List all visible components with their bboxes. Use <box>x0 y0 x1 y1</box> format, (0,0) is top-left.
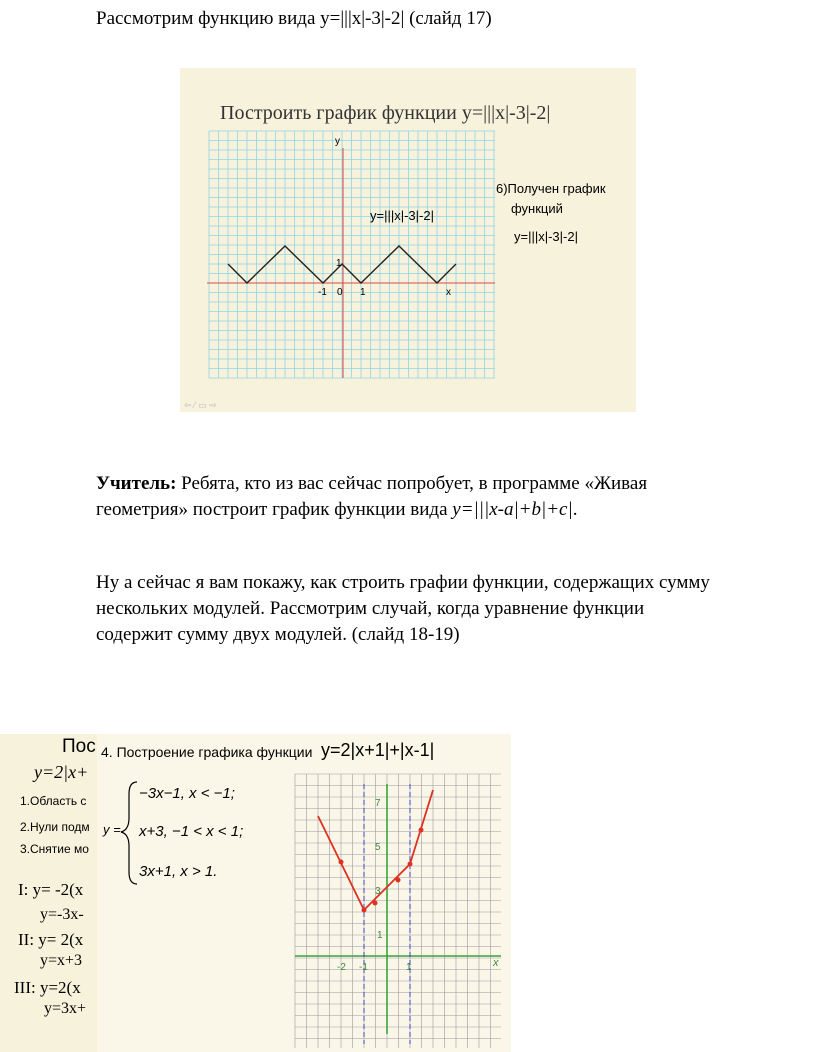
point-d <box>396 878 401 883</box>
axis-x-label: x <box>446 287 451 298</box>
system-piece-3: 3x+1, x > 1. <box>139 863 218 880</box>
case-1: I: y= -2(x <box>18 880 84 899</box>
slide-19-grid <box>295 774 501 1048</box>
teacher-text-2a: геометрия» построит график функции вида <box>96 499 453 520</box>
note-line-1: 6)Получен график <box>496 181 606 196</box>
slide-17-graph <box>180 68 636 412</box>
tick-one-y: 1 <box>336 258 342 269</box>
teacher-paragraph <box>96 471 647 497</box>
back-formula: y=2|x+ <box>34 762 89 782</box>
tick-3: 3 <box>375 886 381 897</box>
teacher-paragraph-line2 <box>96 497 577 523</box>
tick-7: 7 <box>375 798 381 809</box>
point-f <box>419 828 424 833</box>
tick-minus-1: -1 <box>359 962 368 973</box>
back-item-2: 2.Нули подм <box>20 820 90 834</box>
axis-y-label: y <box>335 136 340 147</box>
slide-17-grid <box>209 131 495 378</box>
point-b <box>362 908 367 913</box>
back-item-3: 3.Снятие мо <box>20 842 89 856</box>
case-3-result: y=3x+ <box>44 1000 87 1017</box>
tick-1: 1 <box>377 930 383 941</box>
tick-minus-one: -1 <box>318 287 327 298</box>
point-c <box>373 901 378 906</box>
tick-zero: 0 <box>337 287 343 298</box>
nav-icons: ⇦ ⁄ ▭ ⇨ <box>184 400 217 410</box>
case-1-result: y=-3x- <box>40 906 84 923</box>
point-e <box>408 862 413 867</box>
back-title: Пос <box>62 736 96 757</box>
teacher-text-2b: . <box>572 499 578 520</box>
note-line-2: функций <box>511 201 563 216</box>
tick-5: 5 <box>375 842 381 853</box>
note-formula: y=|||x|-3|-2| <box>514 229 578 244</box>
para2-line1: Ну а сейчас я вам покажу, как строить графии функции, содержащих сумму <box>96 572 710 593</box>
slide-17 <box>180 68 636 412</box>
point-a <box>339 860 344 865</box>
system-brace <box>121 782 137 884</box>
tick-x-1: 1 <box>406 962 412 973</box>
front-title: 4. Построение графика функции <box>101 744 313 760</box>
graph-label: y=|||x|-3|-2| <box>370 208 434 223</box>
slide-19-front <box>97 734 511 1052</box>
para2-line3: содержит сумму двух модулей. (слайд 18-19) <box>96 624 460 645</box>
slide-17-title: Построить график функции y=|||x|-3|-2| <box>220 102 551 124</box>
front-formula: y=2|x+1|+|x-1| <box>321 740 435 760</box>
teacher-text-1: Ребята, кто из вас сейчас попробует, в программе «Живая <box>176 473 648 494</box>
slide-19-graph <box>97 734 511 1052</box>
case-2-result: y=x+3 <box>40 952 83 969</box>
system-piece-2: x+3, −1 < x < 1; <box>139 823 244 840</box>
system-piece-1: −3x−1, x < −1; <box>139 785 235 802</box>
system-y-prefix: y = <box>103 822 121 837</box>
tick-one-x: 1 <box>360 287 366 298</box>
back-item-1: 1.Область с <box>20 794 87 808</box>
axis-x-label: x <box>493 957 499 969</box>
para2-line2: нескольких модулей. Рассмотрим случай, когда уравнение функции <box>96 598 645 619</box>
case-2: II: y= 2(x <box>18 930 84 949</box>
teacher-label: Учитель: <box>96 473 177 494</box>
teacher-formula: y=|||x-a|+b|+c| <box>452 499 573 520</box>
tick-minus-2: -2 <box>337 962 346 973</box>
case-3: III: y=2(x <box>14 978 81 997</box>
intro-paragraph: Рассмотрим функцию вида у=|||х|-3|-2| (слайд 17) <box>96 8 492 29</box>
